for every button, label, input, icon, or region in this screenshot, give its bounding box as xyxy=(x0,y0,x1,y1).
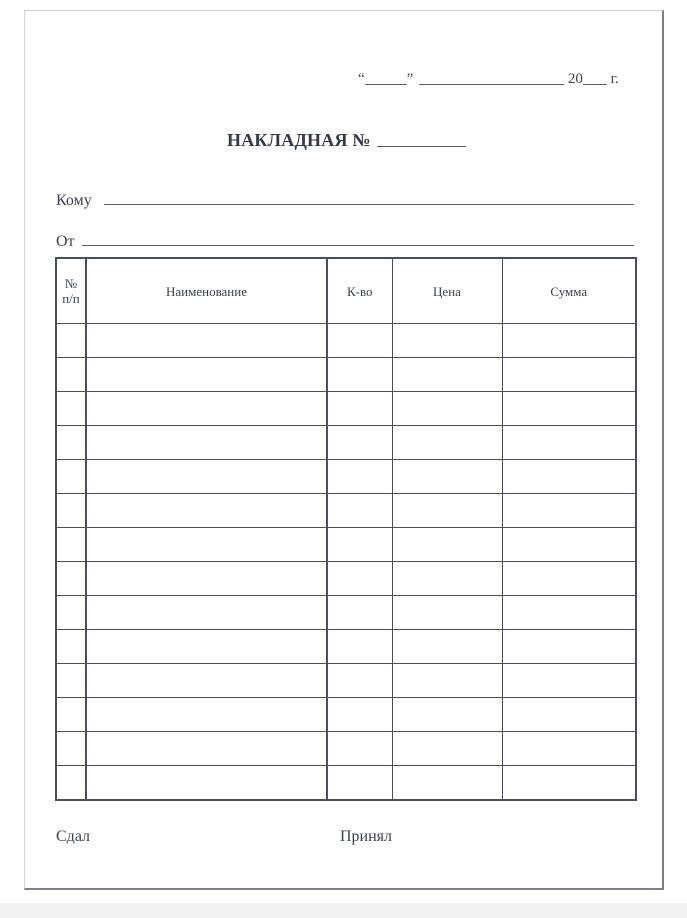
cell-sum[interactable] xyxy=(502,324,636,358)
cell-price[interactable] xyxy=(392,698,502,732)
cell-sum[interactable] xyxy=(502,460,636,494)
cell-number[interactable] xyxy=(56,766,86,801)
cell-number[interactable] xyxy=(56,562,86,596)
cell-quantity[interactable] xyxy=(327,596,392,630)
table-row xyxy=(56,426,636,460)
month-blank[interactable] xyxy=(419,70,564,85)
date-open-quote: “ xyxy=(358,71,365,87)
cell-quantity[interactable] xyxy=(327,562,392,596)
cell-sum[interactable] xyxy=(502,664,636,698)
cell-name[interactable] xyxy=(86,324,327,358)
cell-name[interactable] xyxy=(86,426,327,460)
cell-sum[interactable] xyxy=(502,426,636,460)
cell-price[interactable] xyxy=(392,596,502,630)
cell-number[interactable] xyxy=(56,698,86,732)
table-row xyxy=(56,664,636,698)
table-row xyxy=(56,460,636,494)
cell-number[interactable] xyxy=(56,358,86,392)
cell-sum[interactable] xyxy=(502,766,636,801)
from-line[interactable] xyxy=(82,245,634,246)
cell-name[interactable] xyxy=(86,494,327,528)
cell-price[interactable] xyxy=(392,732,502,766)
cell-name[interactable] xyxy=(86,528,327,562)
cell-quantity[interactable] xyxy=(327,324,392,358)
day-blank[interactable] xyxy=(365,70,407,85)
cell-number[interactable] xyxy=(56,732,86,766)
table-row xyxy=(56,596,636,630)
cell-quantity[interactable] xyxy=(327,732,392,766)
cell-number[interactable] xyxy=(56,460,86,494)
cell-number[interactable] xyxy=(56,630,86,664)
cell-number[interactable] xyxy=(56,596,86,630)
invoice-title xyxy=(227,130,466,151)
cell-sum[interactable] xyxy=(502,528,636,562)
cell-number[interactable] xyxy=(56,324,86,358)
cell-quantity[interactable] xyxy=(327,460,392,494)
cell-number[interactable] xyxy=(56,426,86,460)
cell-name[interactable] xyxy=(86,766,327,801)
cell-number[interactable] xyxy=(56,392,86,426)
from-field xyxy=(56,233,634,253)
cell-quantity[interactable] xyxy=(327,494,392,528)
cell-price[interactable] xyxy=(392,766,502,801)
cell-quantity[interactable] xyxy=(327,426,392,460)
goods-table xyxy=(55,257,637,801)
to-line[interactable] xyxy=(104,204,634,205)
cell-name[interactable] xyxy=(86,358,327,392)
to-label: Кому xyxy=(56,192,92,209)
table-row xyxy=(56,766,636,801)
cell-price[interactable] xyxy=(392,664,502,698)
cell-price[interactable] xyxy=(392,562,502,596)
cell-sum[interactable] xyxy=(502,630,636,664)
cell-price[interactable] xyxy=(392,494,502,528)
cell-name[interactable] xyxy=(86,392,327,426)
cell-price[interactable] xyxy=(392,392,502,426)
cell-sum[interactable] xyxy=(502,358,636,392)
year-suffix: г. xyxy=(610,71,619,87)
cell-sum[interactable] xyxy=(502,732,636,766)
table-row xyxy=(56,494,636,528)
cell-sum[interactable] xyxy=(502,698,636,732)
cell-quantity[interactable] xyxy=(327,630,392,664)
table-row xyxy=(56,732,636,766)
date-line xyxy=(358,70,619,88)
cell-name[interactable] xyxy=(86,596,327,630)
cell-name[interactable] xyxy=(86,698,327,732)
cell-price[interactable] xyxy=(392,358,502,392)
handed-label: Сдал xyxy=(56,828,91,845)
invoice-title-text: НАКЛАДНАЯ № xyxy=(227,130,371,150)
cell-quantity[interactable] xyxy=(327,698,392,732)
year-blank[interactable] xyxy=(583,70,607,85)
table-row xyxy=(56,528,636,562)
header-name: Наименование xyxy=(86,258,327,324)
to-field xyxy=(56,192,634,212)
cell-name[interactable] xyxy=(86,732,327,766)
table-header-row xyxy=(56,258,636,324)
header-sum: Сумма xyxy=(502,258,636,324)
cell-price[interactable] xyxy=(392,630,502,664)
cell-price[interactable] xyxy=(392,426,502,460)
table-row xyxy=(56,358,636,392)
cell-price[interactable] xyxy=(392,528,502,562)
cell-name[interactable] xyxy=(86,664,327,698)
header-number: № п/п xyxy=(56,258,86,324)
table-row xyxy=(56,630,636,664)
page-bottom-strip xyxy=(0,903,687,918)
cell-name[interactable] xyxy=(86,630,327,664)
table-row xyxy=(56,392,636,426)
cell-sum[interactable] xyxy=(502,596,636,630)
cell-quantity[interactable] xyxy=(327,392,392,426)
cell-price[interactable] xyxy=(392,324,502,358)
header-price: Цена xyxy=(392,258,502,324)
table-row xyxy=(56,562,636,596)
cell-name[interactable] xyxy=(86,460,327,494)
received-label: Принял xyxy=(340,828,393,845)
table-row xyxy=(56,698,636,732)
cell-quantity[interactable] xyxy=(327,358,392,392)
invoice-number-blank[interactable] xyxy=(377,132,466,147)
cell-number[interactable] xyxy=(56,664,86,698)
year-prefix: 20 xyxy=(567,71,583,87)
cell-sum[interactable] xyxy=(502,494,636,528)
table-row xyxy=(56,324,636,358)
cell-price[interactable] xyxy=(392,460,502,494)
from-label: От xyxy=(56,233,75,250)
cell-quantity[interactable] xyxy=(327,528,392,562)
cell-quantity[interactable] xyxy=(327,766,392,801)
cell-name[interactable] xyxy=(86,562,327,596)
date-close-quote: ” xyxy=(406,71,414,87)
cell-number[interactable] xyxy=(56,494,86,528)
cell-number[interactable] xyxy=(56,528,86,562)
cell-sum[interactable] xyxy=(502,562,636,596)
cell-sum[interactable] xyxy=(502,392,636,426)
header-quantity: К-во xyxy=(327,258,392,324)
cell-quantity[interactable] xyxy=(327,664,392,698)
